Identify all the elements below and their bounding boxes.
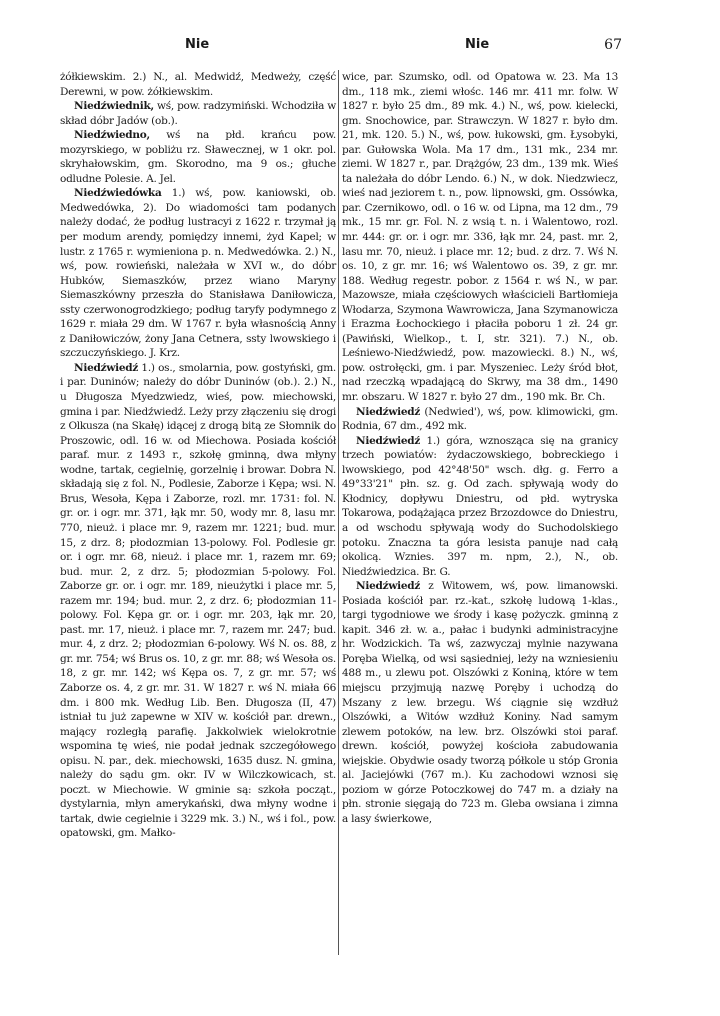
center-running-head: Nie [465, 37, 490, 52]
entry-headword: Niedźwiedno, [74, 129, 150, 142]
entry-headword: Niedźwiedź [74, 361, 139, 374]
page-number: 67 [604, 37, 622, 53]
entry-headword: Niedźwiedź [356, 580, 421, 593]
entry [342, 434, 618, 579]
entry [60, 361, 336, 841]
entry-text: 1.) wś, pow. kaniowski, ob. Medwedówka, 2). Do wiadomości tam podanych należy dodać, że podług lustracyi z 1622 r. trzymał ją per modum arendy, pomiędzy innemi, żyd Kapel; w lustr. z 1765 r. wymieniona p. n. Medwedówka. 2.) N., wś, pow. rowieński, należała w XVI w., do dóbr Hubków, Siemaszków, przez wiano Maryny Siemaszkówny przeszła do Stanisława Daniłowicza, ssty czerwonogrodzkiego; podług taryfy podymnego z 1629 r. miała 29 dm. W 1767 r. była własnością Anny z Daniłowiczów, żony Jana Cetnera, ssty lwowskiego i szczuczyńskiego. J. Krz. [60, 187, 336, 360]
entry [60, 128, 336, 186]
entry-headword: Niedźwiedź [356, 405, 421, 418]
entry [60, 99, 336, 128]
entry [342, 405, 618, 434]
entry [342, 579, 618, 826]
entry-text: 1.) os., smolarnia, pow. gostyński, gm. i par. Duninów; należy do dóbr Duninów (ob.). 2.) N., u Długosza Myedzwiedz, wieś, pow. miechowski, gmina i par. Niedźwiedź. Leży przy złączeniu się drogi z Olkusza (na Skałę) idącej z drogą bitą ze Słomnik do Proszowic, odl. 16 w. od Miechowa. Posiada kościół paraf. mur. z 1493 r., szkołę gminną, dwa młyny wodne, tartak, cegielnię, gorzelnię i browar. Dobra N. składają się z fol. N., Podlesie, Zaborze i Kępa; wsi. N. Brus, Wesoła, Kępa i Zaborze, rozl. mr. 1731: fol. N. gr. or. i ogr. mr. 371, łąk mr. 50, wody mr. 8, lasu mr. 770, nieuż. i place mr. 9, razem mr. 1221; bud. mur. 15, z drz. 8; płodozmian 13-polowy. Fol. Podlesie gr. or. i ogr. mr. 68, nieuż. i place mr. 1, razem mr. 69; bud. mur. 2, z drz. 5; płodozmian 5-polowy. Fol. Zaborze gr. or. i ogr. mr. 189, nieużytki i place mr. 5, razem mr. 194; bud. mur. 2, z drz. 6; płodozmian 11-polowy. Fol. Kępa gr. or. i ogr. mr. 203, łąk mr. 20, past. mr. 17, nieuż. i place mr. 7, razem mr. 247; bud. mur. 4, z drz. 2; płodozmian 6-polowy. Wś N. os. 88, z gr. mr. 754; wś Brus os. 10, z gr. mr. 88; wś Wesoła os. 18, z gr. mr. 142; wś Kępa os. 7, z gr. mr. 57; wś Zaborze os. 4, z gr. mr. 31. W 1827 r. wś N. miała 66 dm. i 800 mk. Według Lib. Ben. Długosza (II, 47) istniał tu już zapewne w XIV w. kościół par. drewn., mający rozległą parafię. Jakkolwiek wielokrotnie wspomina tę wieś, nie podał jednak szczegółowego opisu. N. par., dek. miechowski, 1635 dusz. N. gmina, należy do sądu gm. okr. IV w Wilczkowicach, st. poczt. w Miechowie. W gminie są: szkoła począt., dystylarnia, młyn amerykański, dwa młyny wodne i tartak, dwie cegielnie i 3229 mk. 3.) N., wś i fol., pow. opatowski, gm. Małko- [60, 361, 336, 840]
column-divider [338, 70, 339, 955]
entry-text: wś, pow. radzymiński. Wchodziła w skład dóbr Jadów (ob.). [60, 100, 336, 127]
entry-text: 1.) góra, wznosząca się na granicy trzech powiatów: żydaczowskiego, bobreckiego i lwowskiego, pod 42°48'50" wsch. dłg. g. Ferro a 49°33'21" płn. sz. g. Od zach. spływają wody do Kłodnicy, dopływu Dniestru, od płd. wytryska Tokarowa, podążająca przez Brzozdowce do Dniestru, a od wschodu spływają wody do Suchodolskiego potoku. Znaczna ta góra lesista panuje nad całą okolicą. Wznies. 397 m. npm, 2.), N., ob. Niedźwiedzica. Br. G. [342, 434, 618, 578]
entry-text: (Nedwied'), wś, pow. klimowicki, gm. Rodnia, 67 dm., 492 mk. [342, 405, 618, 433]
entry: żółkiewskim. 2.) N., al. Medwidź, Medweży, część Derewni, w pow. żółkiewskim. [60, 71, 336, 98]
entry: wice, par. Szumsko, odl. od Opatowa w. 23. Ma 13 dm., 118 mk., ziemi włośc. 146 mr. 411 mr. folw. W 1827 r. było 25 dm., 89 mk. 4.) N., wś, pow. kielecki, gm. Snochowice, par. Strawczyn. W 1827 r. było dm. 21, mk. 120. 5.) N., wś, pow. łukowski, gm. Łysobyki, par. Gułowska Wola. Ma 17 dm., 131 mk., 234 mr. ziemi. W 1827 r., par. Drążgów, 23 dm., 139 mk. Wieś ta należała do dóbr Lendo. 6.) N., w dok. Niedzwiecz, wieś nad jeziorem t. n., pow. lipnowski, gm. Ossówka, par. Czernikowo, odl. o 16 w. od Lipna, ma 12 dm., 79 mk., 15 mr. gr. Fol. N. z wsią t. n. i Walentowo, rozl. mr. 444: gr. or. i ogr. mr. 336, łąk mr. 24, past. mr. 2, lasu mr. 70, nieuż. i place mr. 12; bud. z drz. 7. Wś N. os. 10, z gr. mr. 16; wś Walentowo os. 39, z gr. mr. 188. Według regestr. pobor. z 1564 r. wś N., w par. Mazowsze, miała częściowych właścicieli Bartłomieja Włodarza, Szymona Wawrowicza, Jana Szymanowicza i Erazma Łochockiego i płaciła poboru 1 zł. 24 gr. (Pawiński, Wielkop., t. I, str. 321). 7.) N., ob. Leśniewo-Niedźwiedź, pow. mazowiecki. 8.) N., wś, pow. ostrołęcki, gm. i par. Myszeniec. Leży śród błot, nad rzeczką wpadającą do Skrwy, ma 38 dm., 1490 mr. obszaru. W 1827 r. było 27 dm., 190 mk. Br. Ch. [342, 71, 618, 404]
entry [60, 186, 336, 361]
entry-text: z Witowem, wś, pow. limanowski. Posiada kościół par. rz.-kat., szkołę ludową 1-klas., targi tygodniowe we środy i kasę pożyczk. gminną z kapit. 346 zł. w. a., pałac i budynki administracyjne hr. Wodzickich. Ta wś, zazwyczaj mylnie nazywana Poręba Wielką, od wsi sąsiedniej, leży na wzniesieniu 488 m., u zlewu pot. Olszówki z Koniną, które w tem miejscu przyjmują nazwę Poręby i uchodzą do Mszany z lew. brzegu. Wś ciągnie się wzdłuż Olszówki, a Witów wzdłuż Koniny. Nad samym zlewem potoków, na lew. brz. Olszówki stoi paraf. drewn. kościół, powyżej kościoła zabudowania wiejskie. Obydwie osady tworzą półkole u stóp Gronia al. Jaciejówki (767 m.). Ku zachodowi wznosi się poziom w górze Potoczkowej do 747 m. a działy na płn. stronie sięgają do 723 m. Gleba owsiana i zimna a lasy świerkowe, [342, 580, 618, 825]
right-column [342, 70, 618, 826]
running-header [60, 37, 620, 55]
entry-headword: Niedźwiedówka [74, 187, 162, 200]
entry-headword: Niedźwiedź [356, 434, 421, 447]
entry-text: wś na płd. krańcu pow. mozyrskiego, w pobliżu rz. Sławecznej, w 1 okr. pol. skryhałowskim, gm. Skorodno, ma 9 os.; głuche odludne Polesie. A. Jel. [60, 129, 336, 185]
left-running-head: Nie [185, 37, 210, 52]
left-column [60, 70, 336, 841]
entry-headword: Niedźwiednik, [74, 100, 154, 113]
